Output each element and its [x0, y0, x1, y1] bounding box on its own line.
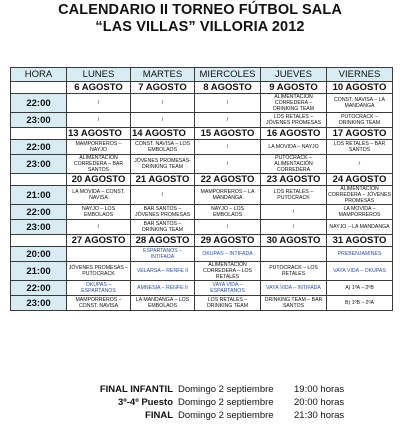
- date-cell: 15 AGOSTO: [195, 128, 261, 140]
- match-cell: BAR SANTOS – DRINKING TEAM: [131, 220, 195, 235]
- match-cell: /: [195, 155, 261, 174]
- date-cell: 31 AGOSTO: [327, 235, 393, 247]
- match-cell: LOS RETALES – BAR SANTOS: [327, 140, 393, 155]
- match-row: [11, 186, 393, 205]
- final-label: 3º-4º Puesto: [118, 397, 173, 408]
- match-cell: /: [195, 94, 261, 113]
- match-row: [11, 247, 393, 262]
- date-cell: 22 AGOSTO: [195, 174, 261, 186]
- match-cell: PREBENJAMINES: [327, 247, 393, 262]
- match-cell: DRINKING TEAM – BAR SANTOS: [261, 296, 327, 311]
- final-hour: 20:00 horas: [294, 397, 345, 408]
- match-cell: [261, 247, 327, 262]
- match-cell: VAYA VIDA – ESPARTANOS: [195, 281, 261, 296]
- match-row: [11, 296, 393, 311]
- final-hour: 21:30 horas: [294, 410, 345, 421]
- match-row: [11, 94, 393, 113]
- hour-cell: 23:00: [11, 220, 67, 235]
- header-row: [11, 68, 393, 82]
- match-cell: /: [261, 205, 327, 220]
- schedule-table: [10, 67, 393, 311]
- date-cell: 21 AGOSTO: [131, 174, 195, 186]
- col-lunes: LUNES: [67, 68, 131, 82]
- hour-cell: 23:00: [11, 155, 67, 174]
- col-hora: HORA: [11, 68, 67, 82]
- final-date: Domingo 2 septiembre: [178, 384, 274, 395]
- match-cell: AMNESIA – RENFE II: [131, 281, 195, 296]
- match-cell: /: [195, 140, 261, 155]
- date-cell: 23 AGOSTO: [261, 174, 327, 186]
- date-row: [11, 235, 393, 247]
- hour-cell: 22:00: [11, 205, 67, 220]
- match-cell: /: [327, 155, 393, 174]
- match-cell: LA MOVIDA – MAMPORREROS: [327, 205, 393, 220]
- date-cell: 14 AGOSTO: [131, 128, 195, 140]
- hour-cell: 22:00: [11, 281, 67, 296]
- date-row-blank: [11, 128, 67, 140]
- col-miercoles: MIERCOLES: [195, 68, 261, 82]
- match-cell: A) 1ºA – 2ºB: [327, 281, 393, 296]
- match-cell: VAYA VIDA – INTIFADA: [261, 281, 327, 296]
- match-cell: VELARSA – RENFE II: [131, 262, 195, 281]
- hour-cell: 23:00: [11, 113, 67, 128]
- match-cell: BAR SANTOS – JÓVENES PROMESAS: [131, 205, 195, 220]
- match-cell: JÓVENES PROMESAS-DRINKING TEAM: [131, 155, 195, 174]
- match-cell: PUTOCRACK – DRINKING TEAM: [327, 113, 393, 128]
- hour-cell: 23:00: [11, 296, 67, 311]
- match-row: [11, 220, 393, 235]
- date-cell: 7 AGOSTO: [131, 82, 195, 94]
- date-cell: 30 AGOSTO: [261, 235, 327, 247]
- match-cell: MAMPORREROS – LA MANDANGA: [195, 186, 261, 205]
- col-viernes: VIERNES: [327, 68, 393, 82]
- match-cell: PUTOCRACK – LOS RETALES: [261, 262, 327, 281]
- final-row: [0, 384, 400, 398]
- date-cell: 17 AGOSTO: [327, 128, 393, 140]
- match-cell: /: [131, 186, 195, 205]
- date-cell: 20 AGOSTO: [67, 174, 131, 186]
- match-cell: LA MOVIDA – NAYJO: [261, 140, 327, 155]
- date-row-blank: [11, 235, 67, 247]
- hour-cell: 21:00: [11, 262, 67, 281]
- date-row: [11, 82, 393, 94]
- final-hour: 19:00 horas: [294, 384, 345, 395]
- page-title: CALENDARIO II TORNEO FÚTBOL SALA: [58, 2, 342, 18]
- date-row: [11, 174, 393, 186]
- match-cell: MAMPORREROS – NAYJO: [67, 140, 131, 155]
- date-cell: 13 AGOSTO: [67, 128, 131, 140]
- match-cell: OKUPAS – INTIFADA: [195, 247, 261, 262]
- match-cell: ALIMENTACIÓN CORREDERA – BAR SANTOS: [67, 155, 131, 174]
- match-cell: /: [261, 220, 327, 235]
- match-row: [11, 140, 393, 155]
- match-cell: /: [131, 94, 195, 113]
- match-cell: /: [195, 113, 261, 128]
- hour-cell: 22:00: [11, 140, 67, 155]
- col-martes: MARTES: [131, 68, 195, 82]
- hour-cell: 20:00: [11, 247, 67, 262]
- final-label: FINAL INFANTIL: [99, 384, 173, 395]
- date-cell: 28 AGOSTO: [131, 235, 195, 247]
- match-cell: /: [131, 113, 195, 128]
- match-row: [11, 205, 393, 220]
- final-date: Domingo 2 septiembre: [178, 410, 274, 421]
- match-cell: PUTOCRACK – ALIMENTACIÓN CORREDERA: [261, 155, 327, 174]
- match-cell: NAYJO – LA MANDANGA: [327, 220, 393, 235]
- col-jueves: JUEVES: [261, 68, 327, 82]
- hour-cell: 22:00: [11, 94, 67, 113]
- date-cell: 29 AGOSTO: [195, 235, 261, 247]
- final-row: [0, 410, 400, 424]
- match-cell: OKUPAS – ESPARTANOS: [67, 281, 131, 296]
- match-cell: ALIMENTACIÓN CORREDERA – DRINKING TEAM: [261, 94, 327, 113]
- match-cell: CONST. NAVISA – LA MANDANGA: [327, 94, 393, 113]
- date-cell: 16 AGOSTO: [261, 128, 327, 140]
- match-cell: JÓVENES PROMESAS – PUTOCRACK: [67, 262, 131, 281]
- date-cell: 27 AGOSTO: [67, 235, 131, 247]
- final-label: FINAL: [145, 410, 173, 421]
- match-cell: LOS RETALES – PUTOCRACK: [261, 186, 327, 205]
- match-cell: ALIMENTACIÓN CORREDERA – JÓVENES PROMESAS: [328, 186, 391, 204]
- match-cell: VAYA VIDA – OKUPAS: [327, 262, 393, 281]
- match-row: [11, 113, 393, 128]
- match-row: [11, 281, 393, 296]
- date-cell: 8 AGOSTO: [195, 82, 261, 94]
- match-cell: [67, 247, 131, 262]
- date-cell: 10 AGOSTO: [327, 82, 393, 94]
- match-cell: /: [67, 113, 131, 128]
- match-cell: NAYJO – LOS EMBOLAOS: [67, 205, 131, 220]
- match-cell: /: [67, 94, 131, 113]
- match-row: [11, 262, 393, 281]
- final-date: Domingo 2 septiembre: [178, 397, 274, 408]
- date-row-blank: [11, 174, 67, 186]
- match-cell: LOS RETALES – DRINKING TEAM: [195, 296, 261, 311]
- match-cell: ESPARTANOS – INTIFADA: [131, 247, 195, 262]
- match-cell: LA MOVIDA – CONST. NAVISA: [67, 186, 131, 205]
- page-subtitle: “LAS VILLAS” VILLORIA 2012: [95, 19, 305, 35]
- date-row-blank: [11, 82, 67, 94]
- match-row: [11, 155, 393, 174]
- match-cell: LOS RETALES – JÓVENES PROMESAS: [261, 113, 327, 128]
- match-cell: /: [195, 220, 261, 235]
- date-cell: 9 AGOSTO: [261, 82, 327, 94]
- match-cell: MAMPORREROS – CONST. NAVISA: [67, 296, 131, 311]
- match-cell: /: [67, 220, 131, 235]
- match-cell: LA MANDANGA – LOS EMBOLAOS: [131, 296, 195, 311]
- match-cell: NAYJO – LOS EMBOLAOS: [195, 205, 261, 220]
- final-row: [0, 397, 400, 411]
- date-row: [11, 128, 393, 140]
- match-cell: B) 1ºB – 2ºA: [327, 296, 393, 311]
- hour-cell: 21:00: [11, 186, 67, 205]
- match-cell: CONST. NAVISA – LOS EMBOLAOS: [131, 140, 195, 155]
- match-cell: ALIMENTACIÓN CORREDERA – LOS RETALES: [195, 262, 261, 281]
- date-cell: 6 AGOSTO: [67, 82, 131, 94]
- date-cell: 24 AGOSTO: [327, 174, 393, 186]
